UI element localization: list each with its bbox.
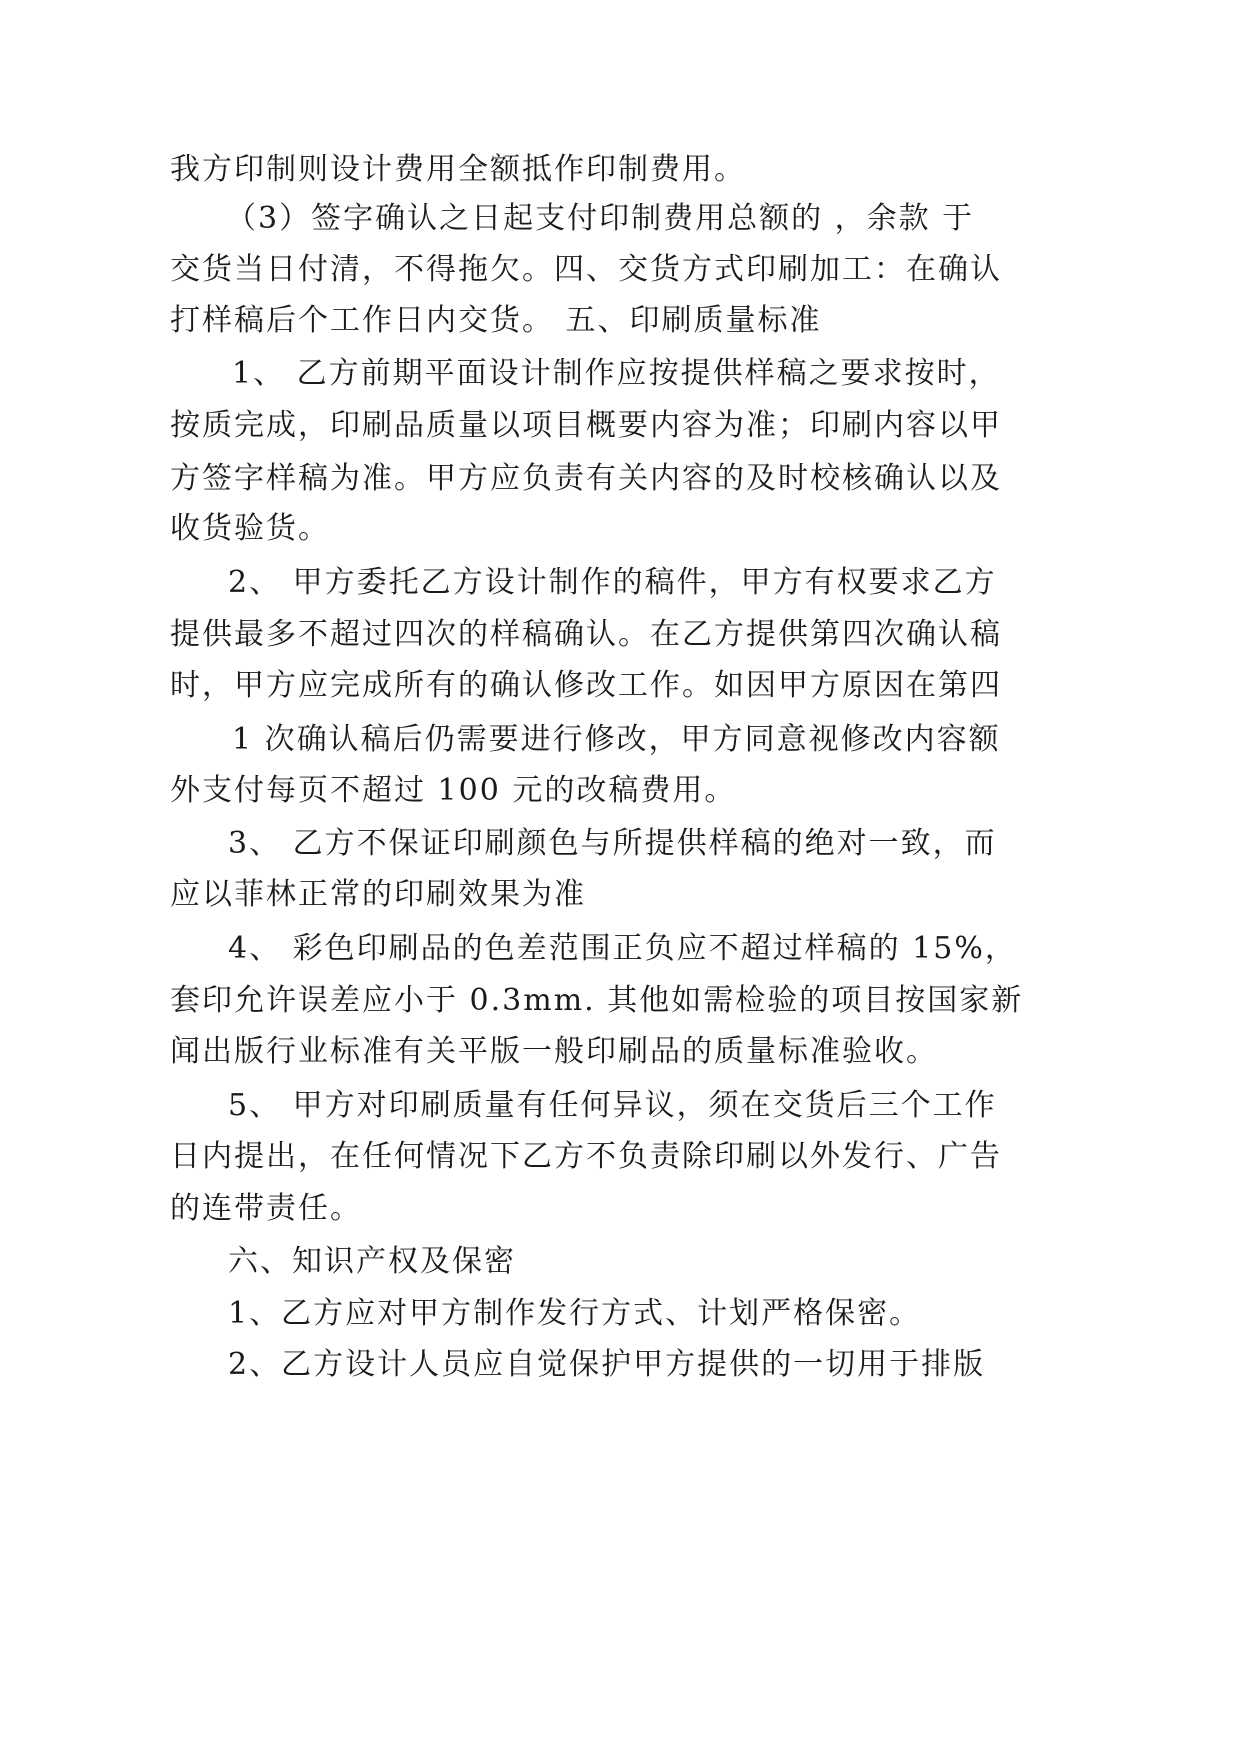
text-line-16: 4、 彩色印刷品的色差范围正负应不超过样稿的 15%，: [228, 931, 1017, 966]
text-line-3: 交货当日付清，不得拖欠。四、交货方式印刷加工：在确认: [170, 252, 1002, 287]
text-line-9: 2、 甲方委托乙方设计制作的稿件，甲方有权要求乙方: [228, 565, 997, 600]
text-line-20: 日内提出，在任何情况下乙方不负责除印刷以外发行、广告: [170, 1139, 1002, 1174]
text-line-6: 按质完成，印刷品质量以项目概要内容为准；印刷内容以甲: [170, 408, 1002, 443]
text-line-8: 收货验货。: [170, 511, 330, 546]
text-line-14: 3、 乙方不保证印刷颜色与所提供样稿的绝对一致，而: [228, 826, 997, 861]
text-line-5: 1、 乙方前期平面设计制作应按提供样稿之要求按时，: [232, 356, 1001, 391]
text-line-13: 外支付每页不超过 100 元的改稿费用。: [170, 773, 737, 808]
text-line-15: 应以菲林正常的印刷效果为准: [170, 877, 586, 912]
text-line-22: 六、知识产权及保密: [228, 1244, 516, 1279]
text-line-24: 2、乙方设计人员应自觉保护甲方提供的一切用于排版: [228, 1347, 986, 1382]
text-line-23: 1、乙方应对甲方制作发行方式、计划严格保密。: [228, 1296, 922, 1331]
text-line-21: 的连带责任。: [170, 1191, 362, 1226]
text-line-19: 5、 甲方对印刷质量有任何异议，须在交货后三个工作: [228, 1088, 997, 1123]
text-line-18: 闻出版行业标准有关平版一般印刷品的质量标准验收。: [170, 1034, 938, 1069]
text-line-4: 打样稿后个工作日内交货。 五、印刷质量标准: [170, 303, 822, 338]
text-line-10: 提供最多不超过四次的样稿确认。在乙方提供第四次确认稿: [170, 617, 1002, 652]
text-line-12: 1 次确认稿后仍需要进行修改，甲方同意视修改内容额: [232, 722, 1001, 757]
text-line-7: 方签字样稿为准。甲方应负责有关内容的及时校核确认以及: [170, 461, 1002, 496]
text-line-17: 套印允许误差应小于 0.3mm. 其他如需检验的项目按国家新: [170, 983, 1024, 1018]
text-line-11: 时，甲方应完成所有的确认修改工作。如因甲方原因在第四: [170, 668, 1002, 703]
text-line-1: 我方印制则设计费用全额抵作印制费用。: [170, 152, 746, 187]
text-line-2: （3）签字确认之日起支付印制费用总额的 ，余款 于: [226, 201, 975, 236]
